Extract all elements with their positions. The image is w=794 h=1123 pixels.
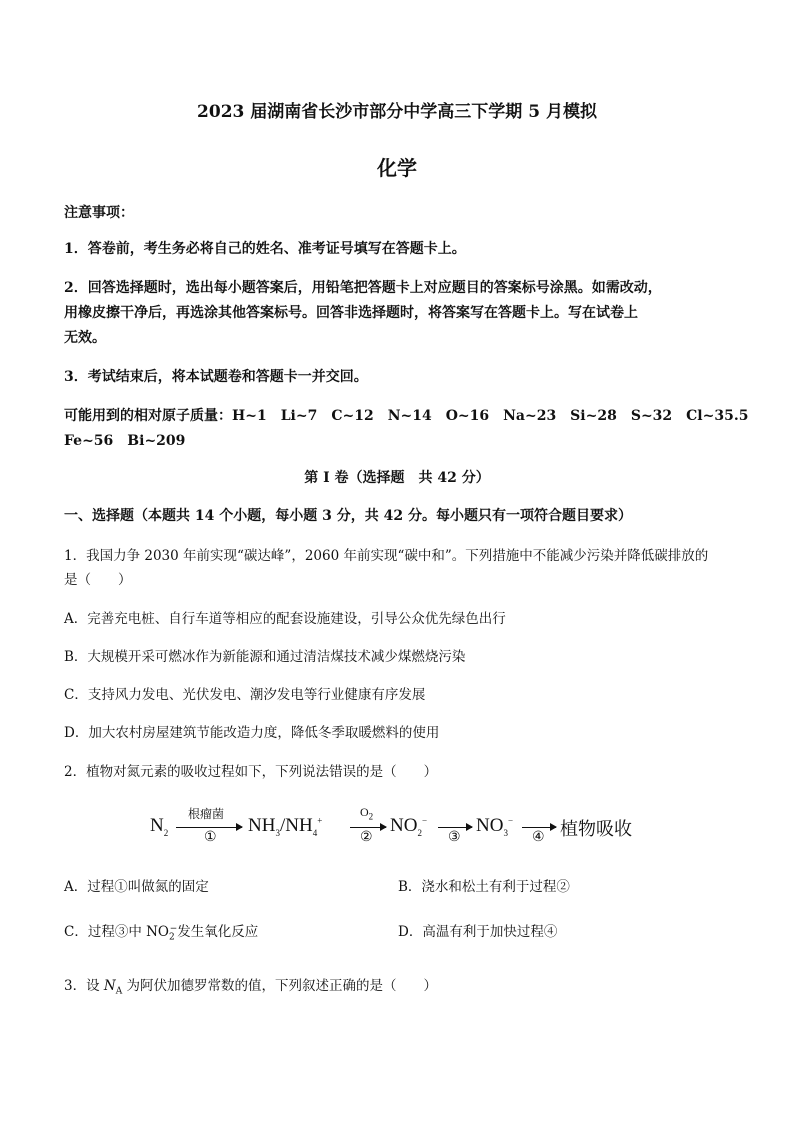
volume-heading: 第 I 卷（选择题 共 42 分） bbox=[304, 470, 490, 486]
section-heading: 一、选择题（本题共 14 个小题，每小题 3 分，共 42 分。每小题只有一项符合题目要求） bbox=[64, 508, 632, 524]
species-n2: $N_2$ bbox=[150, 815, 169, 838]
q1-option-d: D．加大农村房屋建筑节能改造力度，降低冬季取暖燃料的使用 bbox=[64, 725, 440, 741]
notice-item-2-line-3: 无效。 bbox=[64, 330, 106, 346]
arrow-1-label: 根瘤菌 bbox=[188, 807, 225, 821]
arrow-step-1 bbox=[176, 827, 242, 828]
q1-option-b: B．大规模开采可燃冰作为新能源和通过清洁煤技术减少煤燃烧污染 bbox=[64, 649, 466, 665]
step-1-number: ① bbox=[204, 830, 217, 845]
exam-title: 2023 届湖南省长沙市部分中学高三下学期 5 月模拟 bbox=[197, 102, 597, 122]
q2-option-d: D．高温有利于加快过程④ bbox=[398, 924, 558, 940]
arrow-step-3 bbox=[438, 827, 472, 828]
notice-item-2-line-2: 用橡皮擦干净后，再选涂其他答案标号。回答非选择题时，将答案写在答题卡上。写在试卷上 bbox=[64, 305, 638, 321]
q2-option-b: B．浇水和松土有利于过程② bbox=[398, 879, 570, 895]
arrow-2-label: $O_2$ bbox=[360, 805, 374, 822]
notice-heading: 注意事项： bbox=[64, 205, 134, 221]
q1-stem-line-2: 是（ ） bbox=[64, 572, 132, 588]
notice-item-1: 1．答卷前，考生务必将自己的姓名、准考证号填写在答题卡上。 bbox=[64, 241, 466, 257]
q3-stem: 3．设 $N_A$ 为阿伏加德罗常数的值，下列叙述正确的是（ ） bbox=[64, 978, 437, 997]
q2-stem: 2．植物对氮元素的吸收过程如下，下列说法错误的是（ ） bbox=[64, 764, 438, 780]
plant-absorption-label: 植物吸收 bbox=[560, 819, 632, 840]
q1-option-a: A．完善充电桩、自行车道等相应的配套设施建设，引导公众优先绿色出行 bbox=[64, 611, 506, 627]
atomic-masses-line-2: Fe~56 Bi~209 bbox=[64, 433, 186, 449]
q1-option-c: C．支持风力发电、光伏发电、潮汐发电等行业健康有序发展 bbox=[64, 687, 426, 703]
notice-item-2-line-1: 2．回答选择题时，选出每小题答案后，用铅笔把答题卡上对应题目的答案标号涂黑。如需改动， bbox=[64, 280, 662, 296]
species-nh3-nh4: $NH_3/NH_4^+$ bbox=[248, 815, 323, 838]
step-4-number: ④ bbox=[532, 830, 545, 845]
subject-title: 化学 bbox=[377, 156, 417, 180]
q2-option-c: C．过程③中 $NO_2^-$发生氧化反应 bbox=[64, 923, 259, 943]
arrow-step-4 bbox=[522, 827, 556, 828]
q2-option-a: A．过程①叫做氮的固定 bbox=[64, 879, 209, 895]
notice-item-3: 3．考试结束后，将本试题卷和答题卡一并交回。 bbox=[64, 369, 368, 385]
species-no2-minus: $NO_2^-$ bbox=[390, 815, 428, 838]
arrow-step-2 bbox=[350, 827, 386, 828]
step-3-number: ③ bbox=[448, 830, 461, 845]
species-no3-minus: $NO_3^-$ bbox=[476, 815, 514, 838]
q1-stem-line-1: 1．我国力争 2030 年前实现“碳达峰”，2060 年前实现“碳中和”。下列措施中不能减少污染并降低碳排放的 bbox=[64, 548, 709, 564]
step-2-number: ② bbox=[360, 830, 373, 845]
atomic-masses-line-1: 可能用到的相对原子质量：H~1 Li~7 C~12 N~14 O~16 Na~23 Si~28 S~32 Cl~35.5 bbox=[64, 408, 749, 424]
nitrogen-absorption-scheme bbox=[150, 805, 650, 855]
